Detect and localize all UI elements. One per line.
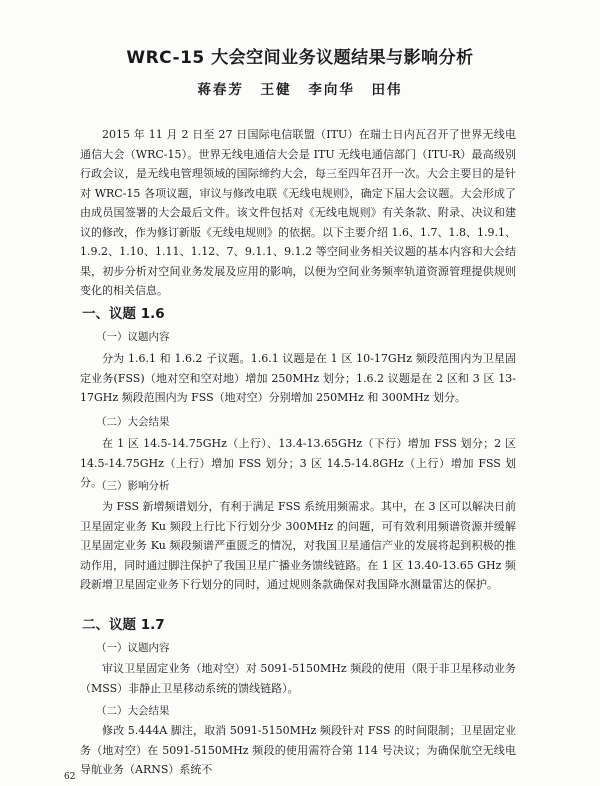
section-1-sub-result-heading: （二）大会结果 (96, 416, 170, 428)
intro-paragraph: 2015 年 11 月 2 日至 27 日国际电信联盟（ITU）在瑞士日内瓦召开了世界无线电通信大会（WRC-15）。世界无线电通信大会是 ITU 无线电通信部门（ITU-R）最高级别行政会议，是无线电管理领域的国际缔约大会，每三至四年召开一次。大会主要目的是针对 WRC-15 各项议题，审议与修改电联《无线电规则》，确定下届大会议题。大会形成了由成员国签署的大会最后文件。该文件包括对《无线电规则》有关条款、附录、决议和建议的修改，作为修订新版《无线电规则》的依据。以下主要介绍 1.6、1.7、1.8、1.9.1、1.9.2、1.10、1.11、1.12、7、9.1.1、9.1.2 等空间业务相关议题的基本内容和大会结果，初步分析对空间业务发展及应用的影响，以便为空间业务频率轨道资源管理提供规则变化的相关信息。 (80, 128, 516, 297)
section-1-result-paragraph: 在 1 区 14.5-14.75GHz（上行）、13.4-13.65GHz（下行）增加 FSS 划分；2 区 14.5-14.75GHz（上行）增加 FSS 划分；3 区 14.5-14.8GHz（上行）增加 FSS 划分。 (80, 437, 516, 489)
section-2-result-paragraph: 修改 5.444A 脚注，取消 5091-5150MHz 频段针对 FSS 的时间限制；卫星固定业务（地对空）在 5091-5150MHz 频段的使用需符合第 114 号决议；为确保航空无线电导航业务（ARNS）系统不 (80, 724, 516, 776)
section-1-sub-impact-heading: （三）影响分析 (96, 480, 170, 492)
section-2-sub-content-heading: （一）议题内容 (96, 642, 170, 654)
section-1-sub-content-heading: （一）议题内容 (96, 331, 170, 343)
section-1-impact-paragraph: 为 FSS 新增频谱划分，有利于满足 FSS 系统用频需求。其中，在 3 区可以解决日前卫星固定业务 Ku 频段上行比下行划分少 300MHz 的问题，可有效利用频谱资源并缓解卫星固定业务 Ku 频段频谱严重匮乏的情况，对我国卫星通信产业的发展将起到积极的推动作用，同时通过脚注保护了我国卫星广播业务馈线链路。在 1 区 13.40-13.65 GHz 频段新增卫星固定业务下行划分的同时，通过规则条款确保对我国降水测量雷达的保护。 (80, 500, 516, 591)
section-2-sub-result-heading: （二）大会结果 (96, 705, 170, 717)
page-number: 62 (64, 772, 76, 782)
article-title: WRC-15 大会空间业务议题结果与影响分析 (126, 48, 474, 68)
section-1-heading: 一、议题 1.6 (82, 306, 165, 322)
section-1-content-paragraph: 分为 1.6.1 和 1.6.2 子议题。1.6.1 议题是在 1 区 10-17GHz 频段范围内为卫星固定业务(FSS)（地对空和空对地）增加 250MHz 划分；1.6.2 议题是在 2 区和 3 区 13-17GHz 频段范围内为 FSS（地对空）分别增加 250MHz 和 300MHz 划分。 (80, 352, 516, 404)
author-list: 蒋春芳 王健 李向华 田伟 (197, 82, 403, 98)
section-2-content-paragraph: 审议卫星固定业务（地对空）对 5091-5150MHz 频段的使用（限于非卫星移动业务（MSS）非静止卫星移动系统的馈线链路）。 (80, 662, 516, 695)
section-2-heading: 二、议题 1.7 (82, 617, 165, 633)
